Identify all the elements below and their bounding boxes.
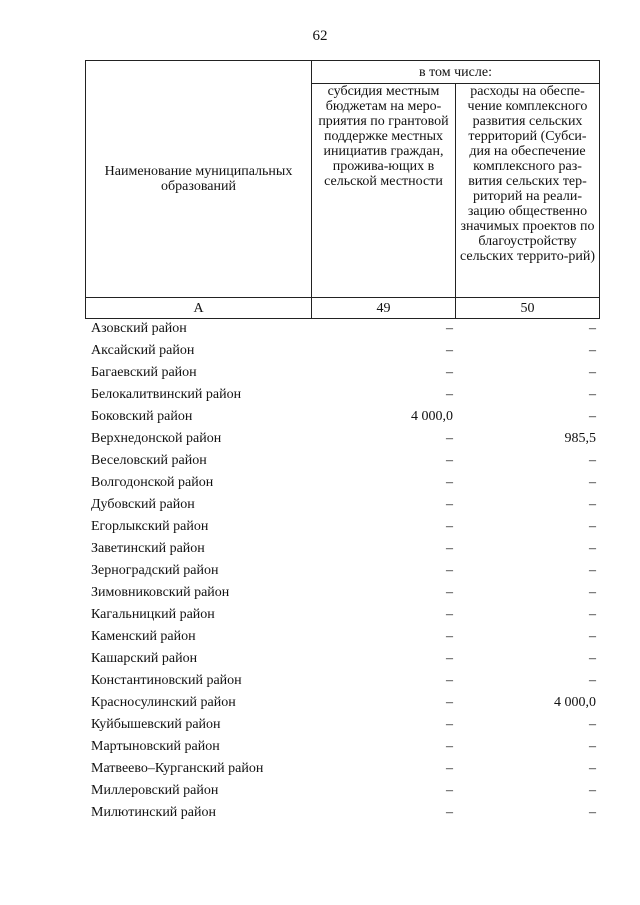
- table-row: [85, 582, 600, 604]
- row-value-49: –: [446, 387, 453, 402]
- row-name: Красносулинский район: [91, 695, 236, 710]
- row-value-49: –: [446, 343, 453, 358]
- row-value-50: –: [589, 717, 596, 732]
- row-name: Боковский район: [91, 409, 193, 424]
- row-value-49: –: [446, 519, 453, 534]
- row-name: Белокалитвинский район: [91, 387, 242, 402]
- row-value-49: –: [446, 717, 453, 732]
- table-row: [85, 560, 600, 582]
- row-value-50: –: [589, 585, 596, 600]
- table-row: [85, 648, 600, 670]
- row-value-49: –: [446, 739, 453, 754]
- table-row: [85, 780, 600, 802]
- page-number: 62: [312, 28, 328, 44]
- table-body: [85, 318, 600, 824]
- row-name: Азовский район: [91, 321, 187, 336]
- table-header: [85, 60, 600, 319]
- row-value-49: –: [446, 497, 453, 512]
- row-name: Мартыновский район: [91, 739, 220, 754]
- table-row: [85, 472, 600, 494]
- row-value-49: –: [446, 805, 453, 820]
- row-value-50: –: [589, 607, 596, 622]
- row-value-49: –: [446, 541, 453, 556]
- row-name: Куйбышевский район: [91, 717, 221, 732]
- row-value-50: 4 000,0: [554, 695, 596, 710]
- table-row: [85, 406, 600, 428]
- row-value-49: –: [446, 475, 453, 490]
- table-row: [85, 340, 600, 362]
- row-value-49: –: [446, 321, 453, 336]
- row-name: Аксайский район: [91, 343, 195, 358]
- row-value-49: –: [446, 673, 453, 688]
- row-name: Константиновский район: [91, 673, 242, 688]
- row-value-50: –: [589, 739, 596, 754]
- row-value-50: –: [589, 387, 596, 402]
- row-name: Волгодонской район: [91, 475, 214, 490]
- row-value-49: –: [446, 761, 453, 776]
- table-row: [85, 670, 600, 692]
- table-row: [85, 604, 600, 626]
- row-value-49: 4 000,0: [411, 409, 453, 424]
- row-value-50: –: [589, 673, 596, 688]
- row-value-50: –: [589, 453, 596, 468]
- row-value-49: –: [446, 783, 453, 798]
- row-value-49: –: [446, 563, 453, 578]
- row-value-50: –: [589, 321, 596, 336]
- row-value-50: –: [589, 365, 596, 380]
- row-name: Кашарский район: [91, 651, 198, 666]
- row-name: Кагальницкий район: [91, 607, 215, 622]
- row-value-50: –: [589, 651, 596, 666]
- row-value-50: –: [589, 519, 596, 534]
- row-name: Багаевский район: [91, 365, 197, 380]
- table-row: [85, 494, 600, 516]
- index-cell-50: 50: [456, 298, 600, 319]
- row-value-49: –: [446, 365, 453, 380]
- row-value-50: 985,5: [564, 431, 596, 446]
- row-value-50: –: [589, 629, 596, 644]
- table-row: [85, 714, 600, 736]
- including-header: в том числе:: [312, 61, 600, 84]
- table-row: [85, 450, 600, 472]
- row-name: Матвеево–Курганский район: [91, 761, 264, 776]
- row-value-49: –: [446, 607, 453, 622]
- table-row: [85, 362, 600, 384]
- row-value-50: –: [589, 409, 596, 424]
- table-row: [85, 758, 600, 780]
- row-value-49: –: [446, 651, 453, 666]
- row-name: Зимовниковский район: [91, 585, 230, 600]
- row-name: Каменский район: [91, 629, 196, 644]
- row-value-50: –: [589, 805, 596, 820]
- table-row: [85, 428, 600, 450]
- column-49-header: субсидия местным бюджетам на меро-приятия по грантовой поддержке местных инициатив граждан, прожива-ющих в сельской местности: [312, 84, 456, 298]
- row-value-49: –: [446, 431, 453, 446]
- row-name: Веселовский район: [91, 453, 207, 468]
- table-row: [85, 538, 600, 560]
- row-value-49: –: [446, 695, 453, 710]
- row-value-50: –: [589, 541, 596, 556]
- row-value-50: –: [589, 343, 596, 358]
- index-cell-name: А: [86, 298, 312, 319]
- row-value-50: –: [589, 783, 596, 798]
- row-value-49: –: [446, 585, 453, 600]
- row-value-50: –: [589, 563, 596, 578]
- row-value-50: –: [589, 475, 596, 490]
- column-50-header: расходы на обеспе-чение комплексного развития сельских территорий (Субси-дия на обеспечение комплексного раз-вития сельских тер-риторий на реали-зацию общественно значимых проектов по благоустройству сельских террито-рий): [456, 84, 600, 298]
- row-name: Миллеровский район: [91, 783, 219, 798]
- table-row: [85, 318, 600, 340]
- table-row: [85, 736, 600, 758]
- row-name: Егорлыкский район: [91, 519, 209, 534]
- row-name: Зерноградский район: [91, 563, 219, 578]
- name-column-header: Наименование муниципальных образований: [86, 61, 312, 298]
- index-cell-49: 49: [312, 298, 456, 319]
- table-row: [85, 802, 600, 824]
- row-value-49: –: [446, 453, 453, 468]
- table-row: [85, 516, 600, 538]
- table-row: [85, 384, 600, 406]
- row-name: Заветинский район: [91, 541, 205, 556]
- table-row: [85, 692, 600, 714]
- row-value-49: –: [446, 629, 453, 644]
- row-name: Милютинский район: [91, 805, 217, 820]
- row-value-50: –: [589, 497, 596, 512]
- row-name: Дубовский район: [91, 497, 195, 512]
- row-value-50: –: [589, 761, 596, 776]
- row-name: Верхнедонской район: [91, 431, 222, 446]
- table-row: [85, 626, 600, 648]
